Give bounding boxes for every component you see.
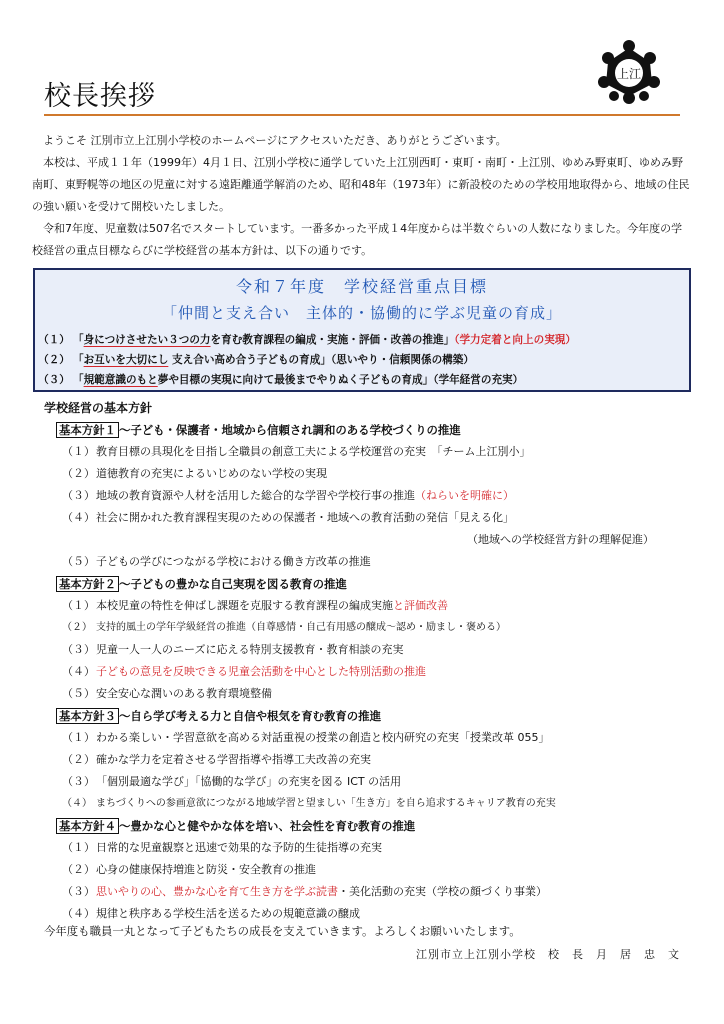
policy-label: 基本方針３ bbox=[56, 708, 119, 724]
intro-paragraph: 令和7年度、児童数は507名でスタートしています。一番多かった平成１4年度からは半数ぐらいの人数になりました。今年度の学校経営の重点目標ならびに学校経営の基本方針は、以下の通りです。 bbox=[32, 222, 683, 257]
policy-item-number: （３） bbox=[62, 775, 95, 788]
policy-item bbox=[56, 661, 696, 683]
policy-item-number: （５） bbox=[62, 687, 95, 700]
policy-item-text: 児童一人一人のニーズに応える特別支援教育・教育相談の充実 bbox=[96, 643, 404, 656]
policy-item-text: 地域の教育資源や人材を活用した総合的な学習や学校行事の推進 bbox=[96, 489, 415, 502]
goal-item bbox=[35, 370, 689, 390]
policy-item-text: 確かな学力を定着させる学習指導や指導工夫改善の充実 bbox=[96, 753, 371, 766]
policy-item-number: （１） bbox=[62, 841, 95, 854]
title-underline bbox=[44, 114, 680, 116]
policy-item bbox=[56, 551, 696, 573]
goals-list bbox=[35, 330, 689, 390]
policy-item-text: 心身の健康保持増進と防災・安全教育の推進 bbox=[96, 863, 316, 876]
policy-section-heading bbox=[56, 815, 696, 837]
policy-item-text: まちづくりへの参画意欲につながる地域学習と望ましい「生き方」を自ら追求するキャリア教育の充実 bbox=[96, 798, 556, 809]
signature: 江別市立上江別小学校 校 長 月 居 忠 文 bbox=[416, 948, 680, 961]
policy-note: （地域への学校経営方針の理解促進） bbox=[467, 533, 654, 546]
policy-item bbox=[56, 793, 696, 815]
policy-item-number: （４） bbox=[62, 798, 92, 809]
policy-item bbox=[56, 617, 696, 639]
policy-title: ～子どもの豊かな自己実現を図る教育の推進 bbox=[118, 577, 347, 591]
policy-item-number: （３） bbox=[62, 489, 95, 502]
policy-item bbox=[56, 595, 696, 617]
policy-item-number: （１） bbox=[62, 445, 95, 458]
policy-item-number: （２） bbox=[62, 622, 92, 633]
policy-section-heading bbox=[56, 705, 696, 727]
policy-item-number: （３） bbox=[62, 643, 95, 656]
policy-item-text: 社会に開かれた教育課程実現のための保護者・地域への教育活動の発信「見える化」 bbox=[96, 511, 514, 524]
goals-title: 令和７年度 学校経営重点目標 bbox=[235, 277, 488, 296]
policy-list bbox=[56, 419, 696, 925]
page-title: 校長挨拶 bbox=[44, 81, 156, 112]
policy-item-emphasis: 子どもの意見を反映できる児童会活動を中心とした特別活動の推進 bbox=[96, 665, 426, 678]
intro-paragraph: ようこそ 江別市立上江別小学校のホームページにアクセスいただき、ありがとうございます。 bbox=[43, 134, 507, 147]
policy-item-emphasis: （ねらいを明確に） bbox=[415, 489, 514, 502]
policy-item bbox=[56, 727, 696, 749]
goal-quote-open: 「 bbox=[73, 354, 84, 366]
policy-item-emphasis: と評価改善 bbox=[393, 599, 448, 612]
policy-item-text: ・美化活動の充実（学校の顔づくり事業） bbox=[338, 885, 547, 898]
policy-heading: 学校経営の基本方針 bbox=[44, 401, 153, 415]
policy-item bbox=[56, 683, 696, 705]
goal-note: （学力定着と向上の実現） bbox=[454, 334, 576, 346]
policy-label: 基本方針２ bbox=[56, 576, 119, 592]
goal-item bbox=[35, 330, 689, 350]
goal-text: 支え合い高め合う子どもの育成」（思いやり・信頼関係の構築） bbox=[168, 354, 474, 366]
goal-text: を育む教育課程の編成・実施・評価・改善の推進」 bbox=[210, 334, 455, 346]
policy-item-text: 子どもの学びにつながる学校における働き方改革の推進 bbox=[96, 555, 371, 568]
policy-item-number: （３） bbox=[62, 885, 95, 898]
goal-text: 夢や目標の実現に向けて最後までやりぬく子どもの育成」（学年経営の充実） bbox=[157, 374, 524, 386]
policy-section-heading bbox=[56, 419, 696, 441]
policy-item bbox=[56, 771, 696, 793]
policy-item-number: （２） bbox=[62, 753, 95, 766]
policy-item bbox=[56, 507, 696, 529]
policy-item-text: 「個別最適な学び」「協働的な学び」の充実を図る ICT の活用 bbox=[96, 775, 402, 788]
goal-quote-open: 「 bbox=[73, 334, 84, 346]
policy-item-number: （１） bbox=[62, 599, 95, 612]
policy-item-number: （５） bbox=[62, 555, 95, 568]
goal-number: （３） bbox=[38, 374, 70, 386]
policy-item-number: （１） bbox=[62, 731, 95, 744]
policy-item-text: 教育目標の具現化を目指し全職員の創意工夫による学校運営の充実 「チーム上江別小」 bbox=[96, 445, 531, 458]
policy-item-text: 支持的風土の学年学級経営の推進（自尊感情・自己有用感の醸成～認め・励まし・褒める） bbox=[96, 622, 506, 633]
policy-item bbox=[56, 441, 696, 463]
policy-item bbox=[56, 485, 696, 507]
closing-text: 今年度も職員一丸となって子どもたちの成長を支えていきます。よろしくお願いいたします。 bbox=[44, 924, 521, 938]
policy-item-number: （４） bbox=[62, 665, 95, 678]
policy-item bbox=[56, 749, 696, 771]
policy-item-number: （４） bbox=[62, 907, 95, 920]
policy-item bbox=[56, 837, 696, 859]
goal-number: （１） bbox=[38, 334, 70, 346]
goals-slogan: 「仲間と支え合い 主体的・協働的に学ぶ児童の育成」 bbox=[161, 304, 562, 322]
goal-highlight: 規範意識のもと bbox=[83, 374, 158, 386]
policy-title: ～子ども・保護者・地域から信頼され調和のある学校づくりの推進 bbox=[118, 423, 461, 437]
goal-item bbox=[35, 350, 689, 370]
policy-item bbox=[56, 639, 696, 661]
intro-paragraph: 本校は、平成１１年（1999年）4月１日、江別小学校に通学していた上江別西町・東町・南町・上江別、ゆめみ野東町、ゆめみ野南町、東野幌等の地区の児童に対する遠距離通学解消のため、昭和48年（1973年）に新設校のための学校用地取得から、地域の住民の強い願いを受けて開校いたしました。 bbox=[32, 156, 690, 213]
policy-label: 基本方針１ bbox=[56, 422, 119, 438]
policy-title: ～自ら学び考える力と自信や根気を育む教育の推進 bbox=[118, 709, 381, 723]
emblem-text: 上江 bbox=[616, 67, 642, 81]
goal-number: （２） bbox=[38, 354, 70, 366]
policy-item-emphasis: 思いやりの心、豊かな心を育て生き方を学ぶ読書 bbox=[96, 885, 338, 898]
policy-item bbox=[56, 463, 696, 485]
policy-item-text: 規律と秩序ある学校生活を送るための規範意識の醸成 bbox=[96, 907, 360, 920]
policy-label: 基本方針４ bbox=[56, 818, 119, 834]
policy-section-heading bbox=[56, 573, 696, 595]
policy-item-number: （４） bbox=[62, 511, 95, 524]
goal-highlight: 身につけさせたい３つの力 bbox=[83, 334, 211, 346]
policy-item-number: （２） bbox=[62, 467, 95, 480]
school-emblem-icon bbox=[596, 36, 662, 106]
policy-item-text: 道徳教育の充実によるいじめのない学校の実現 bbox=[96, 467, 327, 480]
policy-item-text: わかる楽しい・学習意欲を高める対話重視の授業の創造と校内研究の充実「授業改革 055」 bbox=[96, 731, 550, 744]
policy-item bbox=[56, 859, 696, 881]
policy-item-text: 日常的な児童観察と迅速で効果的な予防的生徒指導の充実 bbox=[96, 841, 382, 854]
policy-item-text: 安全安心な潤いのある教育環境整備 bbox=[96, 687, 272, 700]
policy-item-number: （２） bbox=[62, 863, 95, 876]
priority-goals-box bbox=[33, 268, 691, 392]
intro-text bbox=[32, 130, 692, 262]
goal-highlight: お互いを大切にし bbox=[83, 354, 169, 366]
policy-title: ～豊かな心と健やかな体を培い、社会性を育む教育の推進 bbox=[118, 819, 416, 833]
goal-quote-open: 「 bbox=[73, 374, 84, 386]
policy-item bbox=[56, 881, 696, 903]
policy-item-text: 本校児童の特性を伸ばし課題を克服する教育課程の編成実施 bbox=[96, 599, 393, 612]
